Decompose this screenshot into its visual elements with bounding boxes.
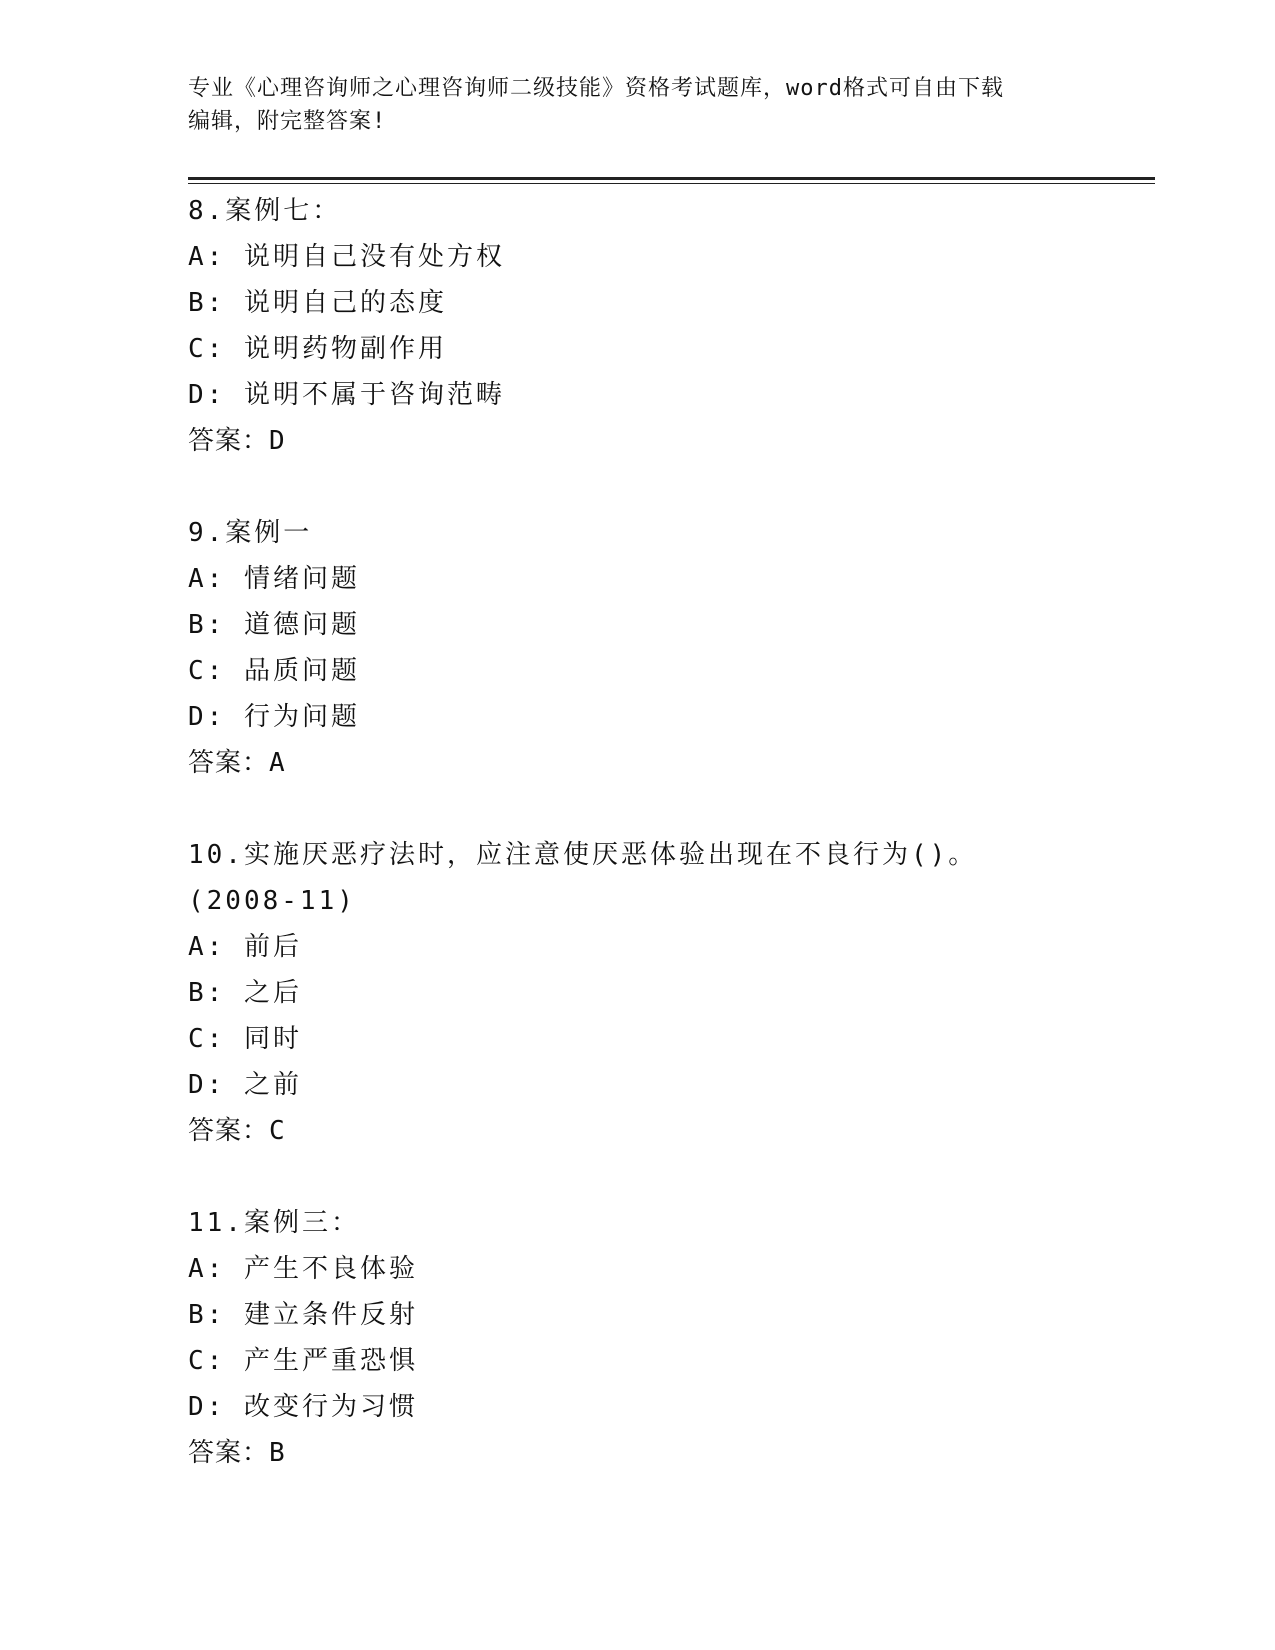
answer-line [188,1108,1088,1154]
question-10 [188,832,1088,1154]
option-a: A: 前后 [188,932,302,962]
option-d: D: 之前 [188,1070,302,1100]
option-b: B: 之后 [188,978,302,1008]
answer-label: 答案： [188,1116,270,1146]
option-a: A: 产生不良体验 [188,1254,418,1284]
answer-line [188,740,1088,786]
answer-value: D [269,426,286,456]
question-8 [188,188,1088,464]
answer-value: B [269,1438,286,1468]
question-stem: 8.案例七： [188,196,342,226]
option-d: D: 说明不属于咨询范畴 [188,380,505,410]
option-b: B: 建立条件反射 [188,1300,418,1330]
question-list [188,188,1088,1522]
answer-label: 答案： [188,1438,270,1468]
option-a: A: 说明自己没有处方权 [188,242,505,272]
option-d: D: 行为问题 [188,702,360,732]
header-divider-thick [188,177,1155,180]
option-b: B: 说明自己的态度 [188,288,447,318]
answer-label: 答案： [188,748,270,778]
option-d: D: 改变行为习惯 [188,1392,418,1422]
header-line-2: 编辑，附完整答案! [188,109,387,134]
option-c: C: 产生严重恐惧 [188,1346,418,1376]
option-b: B: 道德问题 [188,610,360,640]
document-header [188,72,1068,138]
question-stem: 10.实施厌恶疗法时，应注意使厌恶体验出现在不良行为()。(2008-11) [188,840,978,916]
option-c: C: 同时 [188,1024,302,1054]
question-stem: 11.案例三： [188,1208,360,1238]
answer-line [188,1430,1088,1476]
question-11 [188,1200,1088,1476]
answer-label: 答案： [188,426,270,456]
question-stem: 9.案例一 [188,518,313,548]
answer-line [188,418,1088,464]
option-c: C: 说明药物副作用 [188,334,447,364]
option-a: A: 情绪问题 [188,564,360,594]
option-c: C: 品质问题 [188,656,360,686]
header-line-1: 专业《心理咨询师之心理咨询师二级技能》资格考试题库，word格式可自由下载 [188,76,1004,101]
question-9 [188,510,1088,786]
header-divider-thin [188,183,1155,184]
answer-value: C [269,1116,286,1146]
answer-value: A [269,748,286,778]
